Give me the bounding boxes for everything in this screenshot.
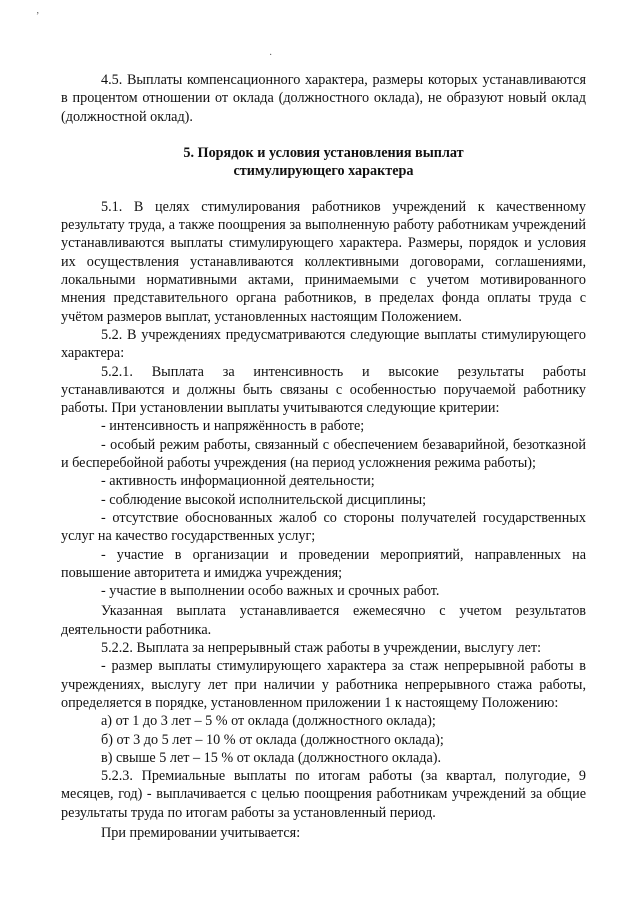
document-body: [61, 71, 586, 842]
paragraph-5-2-2: 5.2.2. Выплата за непрерывный стаж работы в учреждении, выслугу лет:: [101, 640, 542, 657]
criterion-item: - отсутствие обоснованных жалоб со стороны получателей государственных услуг на качество государственных услуг;: [61, 509, 586, 545]
heading-line-1: 5. Порядок и условия установления выплат: [183, 144, 464, 161]
paragraph-seniority: - размер выплаты стимулирующего характера за стаж непрерывной работы в учреждениях, выслугу лет при наличии у работника непрерывного стажа работы, определяется в порядке, установленном приложении 1 к настоящему Положению:: [61, 658, 586, 711]
criterion-item: - особый режим работы, связанный с обеспечением безаварийной, безотказной и бесперебойной работы учреждения (на период усложнения режима работы);: [61, 436, 586, 472]
paragraph-5-2: 5.2. В учреждениях предусматриваются следующие выплаты стимулирующего характера:: [61, 326, 586, 362]
paragraph-4-5: 4.5. Выплаты компенсационного характера, размеры которых устанавливаются в процентом отношении от оклада (должностного оклада), не образуют новый оклад (должностной оклад).: [61, 72, 586, 125]
paragraph-bonus: При премировании учитывается:: [101, 824, 301, 841]
paragraph-monthly: Указанная выплата устанавливается ежемесячно с учетом результатов деятельности работника.: [61, 603, 586, 638]
section-5-heading: [61, 144, 586, 180]
criterion-item: - интенсивность и напряжённость в работе;: [101, 418, 365, 435]
seniority-item: а) от 1 до 3 лет – 5 % от оклада (должностного оклада);: [101, 713, 436, 730]
heading-line-2: стимулирующего характера: [233, 162, 414, 179]
paragraph-5-1: 5.1. В целях стимулирования работников учреждений к качественному результату труда, а также поощрения за выполненную работу работникам учреждений устанавливаются выплаты стимулирующего характера. Размеры, порядок и условия их осуществления устанавливаются коллективными договорами, соглашениями, локальными нормативными актами, принимаемыми с учетом мотивированного мнения представительного органа работников, в пределах фонда оплаты труда с учётом размеров выплат, установленных настоящим Положением.: [61, 198, 586, 325]
scan-mark: ’: [36, 11, 40, 22]
criterion-item: - участие в выполнении особо важных и срочных работ.: [101, 583, 440, 600]
seniority-item: в) свыше 5 лет – 15 % от оклада (должностного оклада).: [101, 749, 442, 766]
criterion-item: - участие в организации и проведении мероприятий, направленных на повышение авторитета и имиджа учреждения;: [61, 546, 586, 581]
scan-dot: ·: [269, 50, 273, 61]
paragraph-5-2-3: 5.2.3. Премиальные выплаты по итогам работы (за квартал, полугодие, 9 месяцев, год) - выплачивается с целью поощрения работникам учреждений за общие результаты труда по итогам работы за установленный период.: [61, 768, 586, 821]
criterion-item: - соблюдение высокой исполнительской дисциплины;: [101, 491, 427, 508]
seniority-item: б) от 3 до 5 лет – 10 % от оклада (должностного оклада);: [101, 731, 444, 748]
criterion-item: - активность информационной деятельности;: [101, 473, 375, 490]
paragraph-5-2-1: 5.2.1. Выплата за интенсивность и высокие результаты работы устанавливаются и должны быть связаны с особенностью поручаемой работнику работы. При установлении выплаты учитываются следующие критерии:: [61, 363, 586, 417]
